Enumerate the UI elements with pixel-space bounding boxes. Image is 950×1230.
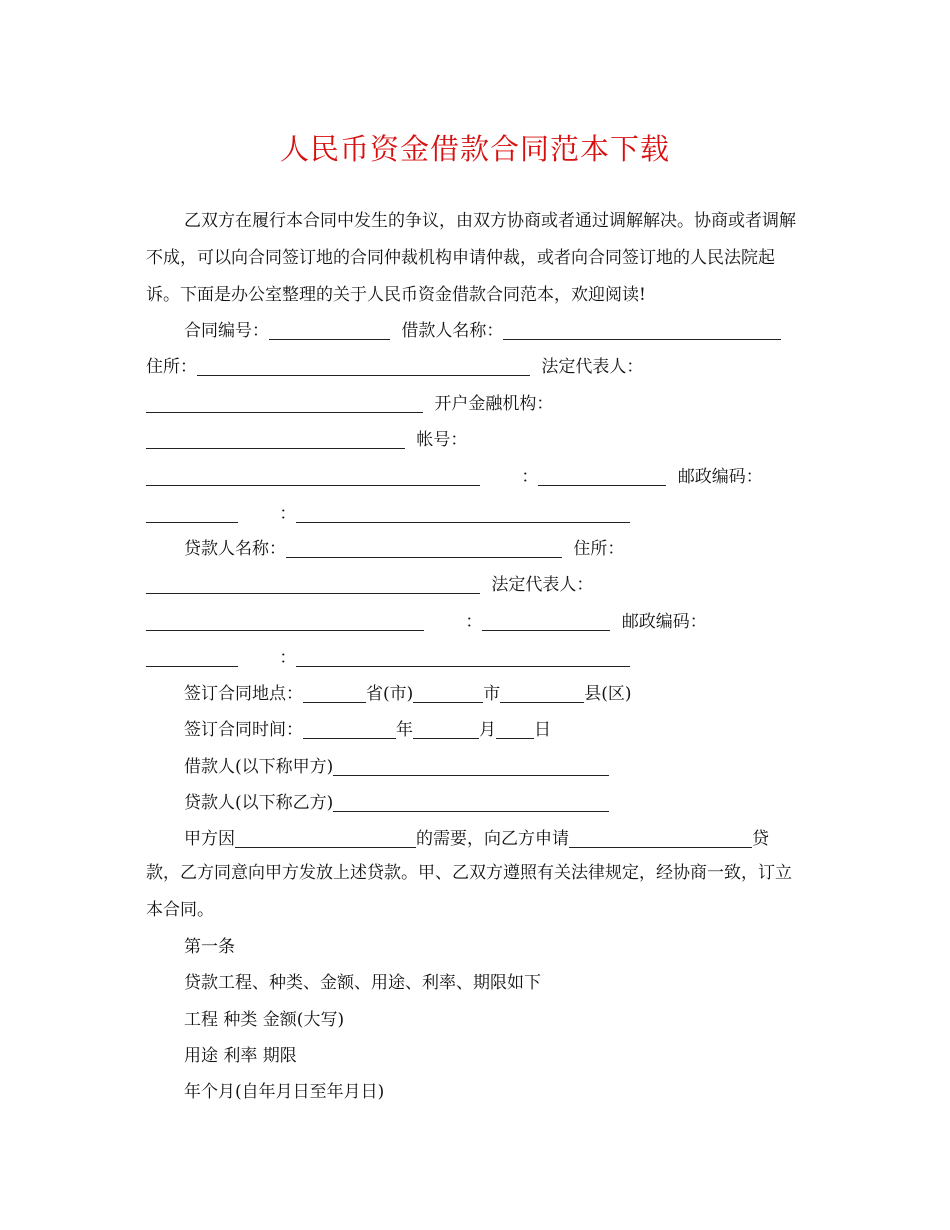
sign-place-county-label: 县(区) xyxy=(584,684,632,704)
contract-number-label: 合同编号： xyxy=(184,321,269,341)
borrower-field-blank[interactable] xyxy=(538,467,666,486)
borrower-legal-rep-label: 法定代表人： xyxy=(541,357,644,377)
purpose-row xyxy=(184,827,769,851)
contract-number-blank[interactable] xyxy=(269,321,390,340)
lender-address-blank[interactable] xyxy=(146,575,480,594)
lender-colon-2: ： xyxy=(279,648,297,668)
sign-place-county-blank[interactable] xyxy=(500,684,584,703)
borrower-legal-rep-blank[interactable] xyxy=(146,394,423,413)
party-b-label: 贷款人(以下称乙方) xyxy=(184,793,334,813)
lender-postcode-blank[interactable] xyxy=(146,648,238,667)
article-1-heading: 第一条 xyxy=(184,937,235,957)
party-a-blank[interactable] xyxy=(333,757,609,776)
borrower-postcode-row xyxy=(146,465,763,489)
sign-time-year-blank[interactable] xyxy=(303,720,396,739)
lender-legal-rep-blank[interactable] xyxy=(146,612,424,631)
lender-legal-rep-label: 法定代表人： xyxy=(491,575,594,595)
borrower-colon: ： xyxy=(521,467,539,487)
lender-legal-rep-row xyxy=(146,573,593,597)
borrower-address-label: 住所： xyxy=(146,357,197,377)
borrower-postcode-blank[interactable] xyxy=(146,504,238,523)
terms-row-3: 年个月(自年月日至年月日) xyxy=(184,1082,385,1102)
borrower-colon-2: ： xyxy=(279,504,297,524)
sign-place-city-label: 市 xyxy=(483,684,501,704)
sign-place-province-label: 省(市) xyxy=(366,684,414,704)
lender-name-row xyxy=(184,537,624,561)
sign-time-day-label: 日 xyxy=(534,720,551,740)
purpose-text-3: 贷 xyxy=(752,829,769,849)
loan-terms-heading: 贷款工程、种类、金额、用途、利率、期限如下 xyxy=(184,973,541,993)
sign-place-province-blank[interactable] xyxy=(303,684,366,703)
sign-time-month-blank[interactable] xyxy=(413,720,479,739)
contract-number-row xyxy=(184,319,781,343)
purpose-text-2: 的需要，向乙方申请 xyxy=(416,829,569,849)
borrower-account-label: 帐号： xyxy=(416,430,468,450)
borrower-postcode-label: 邮政编码： xyxy=(677,467,763,487)
party-b-row xyxy=(184,791,609,815)
borrower-account-blank[interactable] xyxy=(146,467,480,486)
purpose-reason-blank[interactable] xyxy=(235,829,416,848)
sign-time-year-label: 年 xyxy=(396,720,413,740)
purpose-paragraph: 款，乙方同意向甲方发放上述贷款。甲、乙双方遵照有关法律规定，经协商一致，订立本合同。 xyxy=(146,863,792,920)
purpose-text-1: 甲方因 xyxy=(184,829,235,849)
lender-extra-row xyxy=(146,646,630,670)
borrower-extra-blank[interactable] xyxy=(296,504,630,523)
lender-postcode-label: 邮政编码： xyxy=(621,612,707,632)
borrower-account-row xyxy=(146,428,467,452)
lender-postcode-row xyxy=(146,610,707,634)
lender-colon: ： xyxy=(465,612,483,632)
borrower-bank-label: 开户金融机构： xyxy=(434,394,554,414)
borrower-name-label: 借款人名称： xyxy=(401,321,504,341)
borrower-bank-blank[interactable] xyxy=(146,430,405,449)
sign-place-label: 签订合同地点： xyxy=(184,684,303,704)
borrower-extra-row xyxy=(146,502,630,526)
lender-name-label: 贷款人名称： xyxy=(184,539,286,559)
lender-address-label: 住所： xyxy=(573,539,625,559)
borrower-name-blank[interactable] xyxy=(503,321,781,340)
borrower-bank-row xyxy=(146,392,553,416)
sign-time-month-label: 月 xyxy=(479,720,496,740)
purpose-amount-blank[interactable] xyxy=(569,829,752,848)
sign-time-row xyxy=(184,718,551,742)
terms-row-2: 用途 利率 期限 xyxy=(184,1046,297,1066)
sign-place-row xyxy=(184,682,632,706)
sign-time-day-blank[interactable] xyxy=(496,720,534,739)
intro-paragraph: 乙双方在履行本合同中发生的争议，由双方协商或者通过调解解决。协商或者调解不成，可以向合同签订地的合同仲裁机构申请仲裁，或者向合同签订地的人民法院起诉。下面是办公室整理的关于人民币资金借款合同范本，欢迎阅读! xyxy=(146,211,796,305)
borrower-address-blank[interactable] xyxy=(197,357,530,376)
sign-place-city-blank[interactable] xyxy=(413,684,483,703)
lender-name-blank[interactable] xyxy=(286,539,562,558)
sign-time-label: 签订合同时间： xyxy=(184,720,303,740)
borrower-address-row xyxy=(146,355,643,379)
lender-field-blank[interactable] xyxy=(482,612,610,631)
lender-extra-blank[interactable] xyxy=(296,648,630,667)
party-a-row xyxy=(184,755,609,779)
party-b-blank[interactable] xyxy=(333,793,609,812)
terms-row-1: 工程 种类 金额(大写) xyxy=(184,1010,345,1030)
party-a-label: 借款人(以下称甲方) xyxy=(184,757,334,777)
document-title: 人民币资金借款合同范本下载 xyxy=(279,132,670,166)
